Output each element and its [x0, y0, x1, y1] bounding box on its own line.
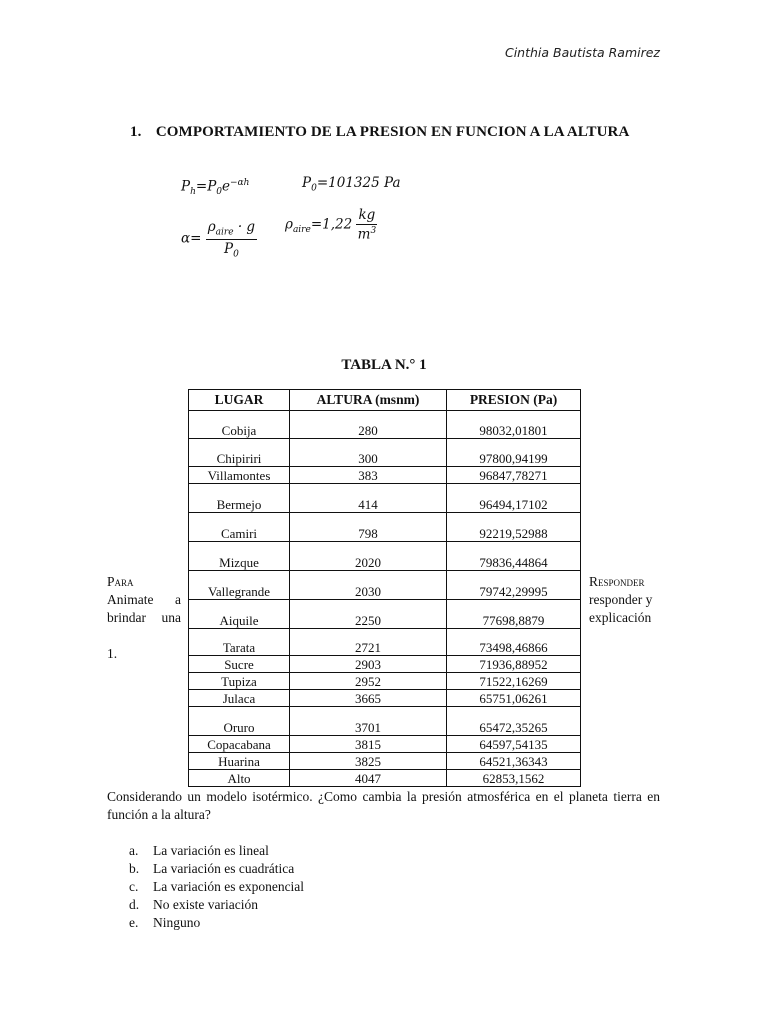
option-a[interactable]: a. La variación es lineal — [129, 843, 269, 858]
option-c[interactable]: c. La variación es exponencial — [129, 879, 305, 894]
table-row: Copacabana 3815 64597,54135 — [189, 736, 581, 753]
table-row: Camiri 798 92219,52988 — [189, 513, 581, 542]
option-d[interactable]: d. No existe variación — [129, 897, 258, 912]
option-e[interactable]: e. Ninguno — [129, 915, 201, 930]
table-row: Vallegrande 2030 79742,29995 — [189, 571, 581, 600]
right-side-line: explicación — [589, 610, 652, 625]
right-side-line: responder y — [589, 592, 653, 607]
altitude-pressure-table — [188, 389, 581, 787]
table-row: Julaca 3665 65751,06261 — [189, 690, 581, 707]
table-row: Oruro 3701 65472,35265 — [189, 707, 581, 736]
table-title: TABLA N.° 1 — [341, 357, 427, 373]
right-side-text — [589, 573, 661, 627]
left-side-line: Para — [107, 574, 134, 589]
formula-pressure-height: $P_h=P_0e^{-\alpha h}$ — [181, 178, 250, 198]
table-row: Sucre 2903 71936,88952 — [189, 656, 581, 673]
left-side-line: brindar una — [107, 610, 181, 625]
section-heading — [130, 124, 629, 141]
header-lugar: LUGAR — [189, 390, 290, 411]
table-row: Mizque 2020 79836,44864 — [189, 542, 581, 571]
formula-air-density: $\rho_{aire}=1,22$ $\frac{kg}{m^3}$ — [285, 207, 377, 243]
table-row: Alto 4047 62853,1562 — [189, 770, 581, 787]
left-side-text — [107, 573, 181, 663]
formula-standard-pressure: $P_0=101325$ Pa — [302, 175, 401, 194]
table-row: Tarata 2721 73498,46866 — [189, 629, 581, 656]
table-header-row — [189, 390, 581, 411]
left-side-line: Animate a — [107, 592, 181, 607]
table-row: Bermejo 414 96494,17102 — [189, 484, 581, 513]
table-row: Huarina 3825 64521,36343 — [189, 753, 581, 770]
right-side-line: Responder — [589, 574, 645, 589]
author-name: Cinthia Bautista Ramirez — [504, 45, 660, 60]
table-row: Cobija 280 98032,01801 — [189, 411, 581, 439]
table-row: Tupiza 2952 71522,16269 — [189, 673, 581, 690]
table-row: Villamontes 383 96847,78271 — [189, 467, 581, 484]
header-presion: PRESION (Pa) — [447, 390, 581, 411]
answer-options — [129, 842, 304, 932]
table-row: Chipiriri 300 97800,94199 — [189, 439, 581, 467]
question-text: Considerando un modelo isotérmico. ¿Como cambia la presión atmosférica en el planeta tierra en función a la altura? — [107, 789, 660, 822]
table-row: Aiquile 2250 77698,8879 — [189, 600, 581, 629]
option-b[interactable]: b. La variación es cuadrática — [129, 861, 295, 876]
formula-alpha: α= $\frac{\rho_{aire} \cdot g}{P_0}$ — [181, 219, 256, 260]
header-altura: ALTURA (msnm) — [290, 390, 447, 411]
left-side-line: 1. — [107, 646, 118, 661]
section-number: 1. — [130, 124, 142, 140]
section-title: COMPORTAMIENTO DE LA PRESION EN FUNCION A LA ALTURA — [155, 124, 630, 140]
